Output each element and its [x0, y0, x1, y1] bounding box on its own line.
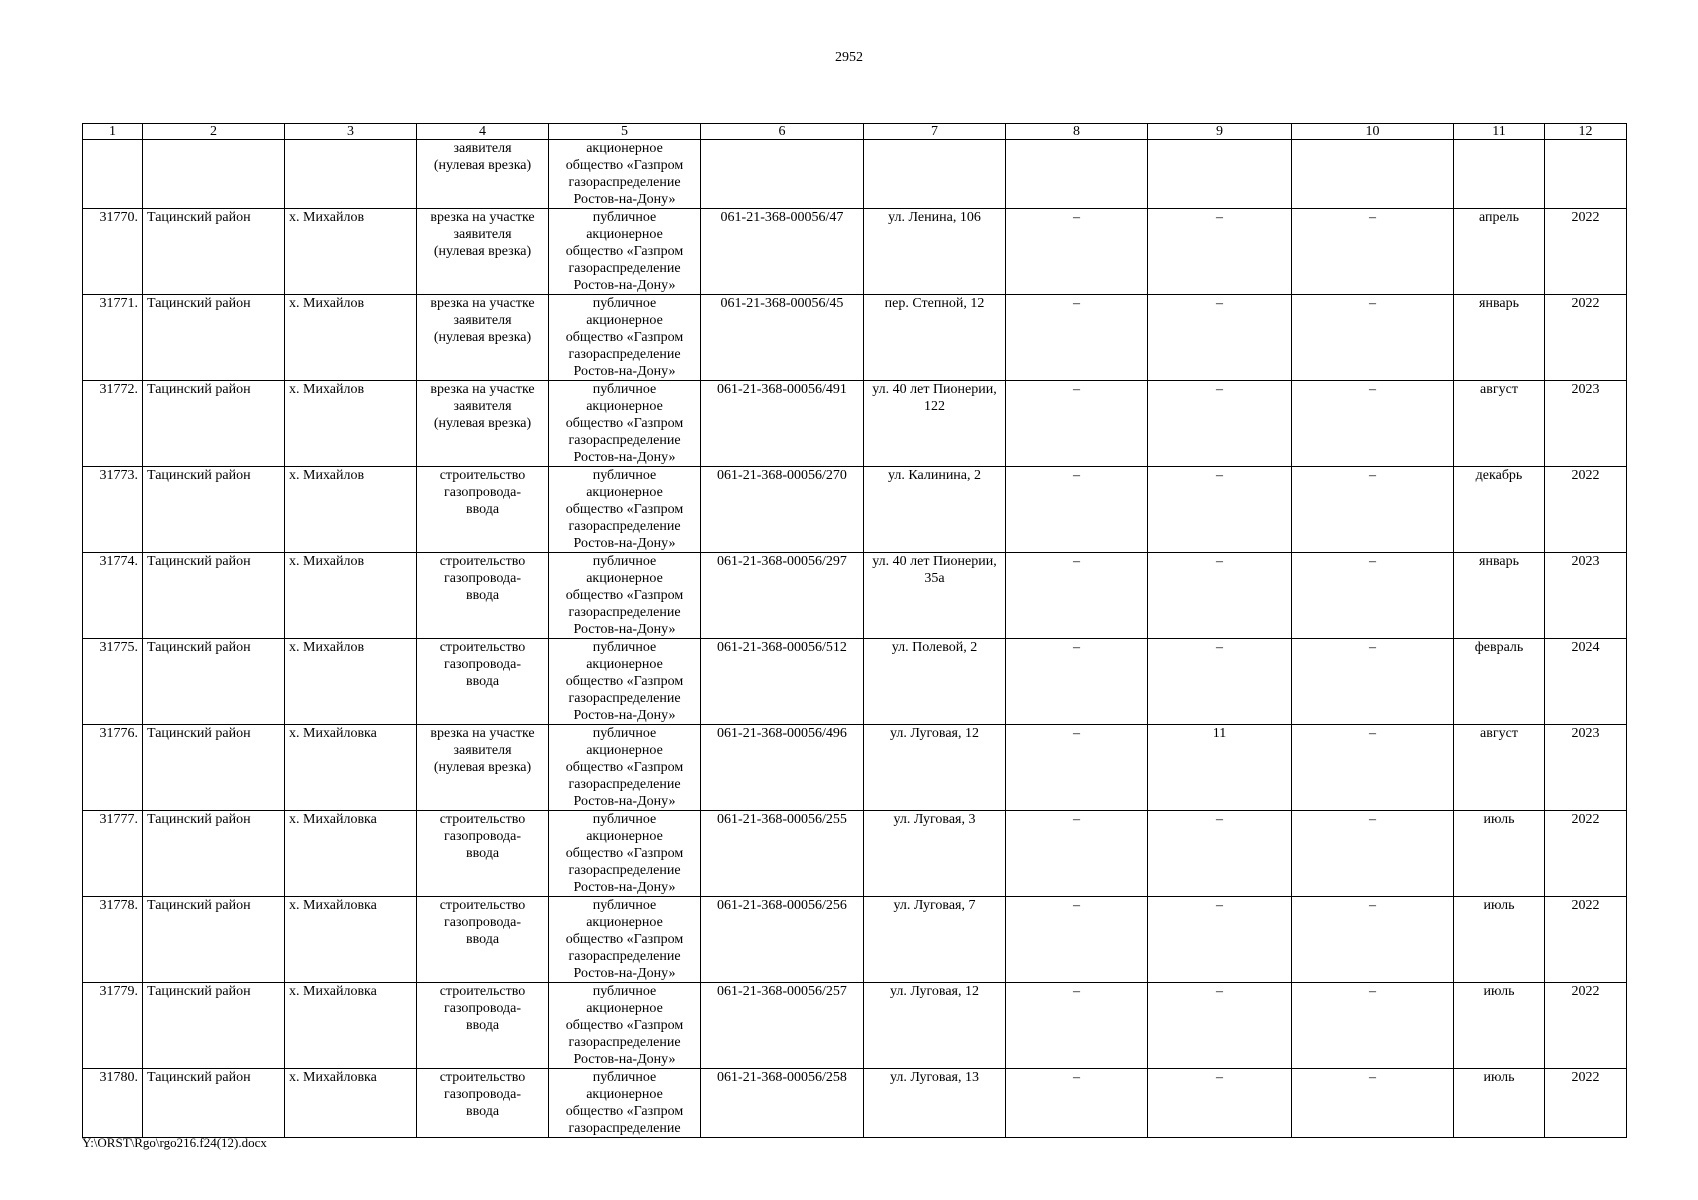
cell-work-type: строительство газопровода- ввода [417, 811, 549, 897]
column-number: 1 [83, 124, 143, 140]
cell-address: ул. Луговая, 3 [864, 811, 1006, 897]
cell-col-8: – [1006, 725, 1148, 811]
cell-district: Тацинский район [143, 983, 285, 1069]
cell-object-code: 061-21-368-00056/255 [701, 811, 864, 897]
cell-year: 2022 [1545, 811, 1627, 897]
table-row [83, 811, 1627, 897]
cell-year: 2023 [1545, 381, 1627, 467]
footer-file-path: Y:\ORST\Rgo\rgo216.f24(12).docx [82, 1135, 267, 1150]
cell-work-type: строительство газопровода- ввода [417, 553, 549, 639]
cell-month: январь [1454, 295, 1545, 381]
column-number: 7 [864, 124, 1006, 140]
cell-organization: публичное акционерное общество «Газпром газораспределение Ростов-на-Дону» [549, 381, 701, 467]
cell-empty [1148, 140, 1292, 209]
cell-organization: акционерное общество «Газпром газораспределение Ростов-на-Дону» [549, 140, 701, 209]
cell-district: Тацинский район [143, 381, 285, 467]
cell-organization: публичное акционерное общество «Газпром газораспределение Ростов-на-Дону» [549, 209, 701, 295]
continuation-row [83, 140, 1627, 209]
cell-month: июль [1454, 897, 1545, 983]
cell-year: 2022 [1545, 295, 1627, 381]
cell-empty [143, 140, 285, 209]
cell-col-9: – [1148, 209, 1292, 295]
cell-row-number: 31771. [83, 295, 143, 381]
cell-row-number: 31778. [83, 897, 143, 983]
cell-object-code: 061-21-368-00056/270 [701, 467, 864, 553]
cell-col-8: – [1006, 1069, 1148, 1138]
cell-district: Тацинский район [143, 209, 285, 295]
cell-work-type: заявителя (нулевая врезка) [417, 140, 549, 209]
table-row [83, 467, 1627, 553]
cell-address: ул. Ленина, 106 [864, 209, 1006, 295]
cell-col-10: – [1292, 639, 1454, 725]
cell-year: 2022 [1545, 983, 1627, 1069]
cell-address: ул. Луговая, 13 [864, 1069, 1006, 1138]
cell-work-type: строительство газопровода- ввода [417, 1069, 549, 1138]
cell-locality: х. Михайлов [285, 467, 417, 553]
cell-col-8: – [1006, 639, 1148, 725]
cell-month: январь [1454, 553, 1545, 639]
cell-work-type: врезка на участке заявителя (нулевая врезка) [417, 295, 549, 381]
cell-col-10: – [1292, 1069, 1454, 1138]
cell-year: 2024 [1545, 639, 1627, 725]
cell-col-8: – [1006, 209, 1148, 295]
cell-col-8: – [1006, 811, 1148, 897]
cell-row-number: 31776. [83, 725, 143, 811]
cell-year: 2023 [1545, 553, 1627, 639]
cell-district: Тацинский район [143, 811, 285, 897]
cell-month: август [1454, 725, 1545, 811]
cell-locality: х. Михайлов [285, 553, 417, 639]
cell-address: ул. 40 лет Пионерии, 35а [864, 553, 1006, 639]
cell-year: 2022 [1545, 897, 1627, 983]
cell-district: Тацинский район [143, 295, 285, 381]
table-row [83, 209, 1627, 295]
cell-month: декабрь [1454, 467, 1545, 553]
cell-col-9: – [1148, 381, 1292, 467]
cell-locality: х. Михайловка [285, 983, 417, 1069]
cell-work-type: строительство газопровода- ввода [417, 983, 549, 1069]
cell-row-number: 31777. [83, 811, 143, 897]
cell-month: февраль [1454, 639, 1545, 725]
cell-organization: публичное акционерное общество «Газпром газораспределение Ростов-на-Дону» [549, 467, 701, 553]
cell-year: 2023 [1545, 725, 1627, 811]
cell-organization: публичное акционерное общество «Газпром газораспределение Ростов-на-Дону» [549, 725, 701, 811]
table-row [83, 553, 1627, 639]
cell-col-9: – [1148, 897, 1292, 983]
cell-object-code: 061-21-368-00056/256 [701, 897, 864, 983]
cell-locality: х. Михайлов [285, 639, 417, 725]
cell-locality: х. Михайловка [285, 897, 417, 983]
cell-empty [701, 140, 864, 209]
cell-col-10: – [1292, 725, 1454, 811]
cell-col-8: – [1006, 381, 1148, 467]
cell-empty [83, 140, 143, 209]
cell-year: 2022 [1545, 467, 1627, 553]
cell-locality: х. Михайловка [285, 725, 417, 811]
cell-object-code: 061-21-368-00056/47 [701, 209, 864, 295]
cell-month: июль [1454, 983, 1545, 1069]
cell-col-9: – [1148, 811, 1292, 897]
cell-work-type: строительство газопровода- ввода [417, 639, 549, 725]
cell-col-10: – [1292, 983, 1454, 1069]
column-number-row [83, 124, 1627, 140]
table-row [83, 983, 1627, 1069]
column-number: 6 [701, 124, 864, 140]
column-number: 11 [1454, 124, 1545, 140]
cell-row-number: 31775. [83, 639, 143, 725]
cell-object-code: 061-21-368-00056/258 [701, 1069, 864, 1138]
cell-empty [864, 140, 1006, 209]
cell-col-10: – [1292, 381, 1454, 467]
cell-organization: публичное акционерное общество «Газпром газораспределение [549, 1069, 701, 1138]
cell-address: ул. Луговая, 7 [864, 897, 1006, 983]
cell-year: 2022 [1545, 209, 1627, 295]
cell-organization: публичное акционерное общество «Газпром газораспределение Ростов-на-Дону» [549, 553, 701, 639]
page-number: 2952 [835, 50, 863, 65]
cell-empty [1292, 140, 1454, 209]
cell-row-number: 31774. [83, 553, 143, 639]
column-number: 10 [1292, 124, 1454, 140]
cell-address: пер. Степной, 12 [864, 295, 1006, 381]
table-row [83, 897, 1627, 983]
cell-object-code: 061-21-368-00056/257 [701, 983, 864, 1069]
cell-row-number: 31780. [83, 1069, 143, 1138]
cell-work-type: врезка на участке заявителя (нулевая врезка) [417, 209, 549, 295]
register-table [82, 123, 1627, 1138]
cell-district: Тацинский район [143, 725, 285, 811]
cell-locality: х. Михайлов [285, 381, 417, 467]
column-number: 3 [285, 124, 417, 140]
cell-address: ул. Калинина, 2 [864, 467, 1006, 553]
cell-col-9: 11 [1148, 725, 1292, 811]
cell-col-8: – [1006, 295, 1148, 381]
cell-row-number: 31773. [83, 467, 143, 553]
cell-locality: х. Михайлов [285, 295, 417, 381]
cell-organization: публичное акционерное общество «Газпром газораспределение Ростов-на-Дону» [549, 983, 701, 1069]
cell-organization: публичное акционерное общество «Газпром газораспределение Ростов-на-Дону» [549, 897, 701, 983]
cell-col-9: – [1148, 467, 1292, 553]
cell-work-type: строительство газопровода- ввода [417, 467, 549, 553]
cell-col-10: – [1292, 897, 1454, 983]
table-row [83, 725, 1627, 811]
cell-district: Тацинский район [143, 553, 285, 639]
cell-col-8: – [1006, 983, 1148, 1069]
column-number: 5 [549, 124, 701, 140]
table-row [83, 295, 1627, 381]
cell-empty [1006, 140, 1148, 209]
cell-col-8: – [1006, 897, 1148, 983]
cell-district: Тацинский район [143, 639, 285, 725]
cell-object-code: 061-21-368-00056/491 [701, 381, 864, 467]
column-number: 9 [1148, 124, 1292, 140]
cell-col-9: – [1148, 983, 1292, 1069]
cell-work-type: строительство газопровода- ввода [417, 897, 549, 983]
cell-address: ул. 40 лет Пионерии, 122 [864, 381, 1006, 467]
cell-object-code: 061-21-368-00056/45 [701, 295, 864, 381]
cell-month: июль [1454, 811, 1545, 897]
cell-row-number: 31772. [83, 381, 143, 467]
table-row [83, 639, 1627, 725]
cell-month: апрель [1454, 209, 1545, 295]
column-number: 2 [143, 124, 285, 140]
cell-object-code: 061-21-368-00056/512 [701, 639, 864, 725]
cell-object-code: 061-21-368-00056/297 [701, 553, 864, 639]
cell-district: Тацинский район [143, 467, 285, 553]
cell-month: июль [1454, 1069, 1545, 1138]
cell-col-9: – [1148, 553, 1292, 639]
cell-empty [1454, 140, 1545, 209]
cell-empty [1545, 140, 1627, 209]
cell-organization: публичное акционерное общество «Газпром газораспределение Ростов-на-Дону» [549, 811, 701, 897]
cell-address: ул. Луговая, 12 [864, 725, 1006, 811]
cell-col-10: – [1292, 811, 1454, 897]
column-number: 4 [417, 124, 549, 140]
cell-work-type: врезка на участке заявителя (нулевая врезка) [417, 725, 549, 811]
cell-col-10: – [1292, 295, 1454, 381]
cell-district: Тацинский район [143, 1069, 285, 1138]
cell-row-number: 31770. [83, 209, 143, 295]
column-number: 12 [1545, 124, 1627, 140]
cell-col-8: – [1006, 553, 1148, 639]
cell-address: ул. Луговая, 12 [864, 983, 1006, 1069]
cell-locality: х. Михайловка [285, 1069, 417, 1138]
cell-col-9: – [1148, 639, 1292, 725]
column-number: 8 [1006, 124, 1148, 140]
cell-organization: публичное акционерное общество «Газпром газораспределение Ростов-на-Дону» [549, 295, 701, 381]
cell-object-code: 061-21-368-00056/496 [701, 725, 864, 811]
cell-work-type: врезка на участке заявителя (нулевая врезка) [417, 381, 549, 467]
cell-year: 2022 [1545, 1069, 1627, 1138]
cell-col-9: – [1148, 1069, 1292, 1138]
table-row [83, 381, 1627, 467]
cell-row-number: 31779. [83, 983, 143, 1069]
cell-address: ул. Полевой, 2 [864, 639, 1006, 725]
cell-locality: х. Михайловка [285, 811, 417, 897]
cell-organization: публичное акционерное общество «Газпром газораспределение Ростов-на-Дону» [549, 639, 701, 725]
table-row [83, 1069, 1627, 1138]
cell-district: Тацинский район [143, 897, 285, 983]
cell-col-8: – [1006, 467, 1148, 553]
cell-col-10: – [1292, 467, 1454, 553]
cell-col-10: – [1292, 209, 1454, 295]
cell-col-9: – [1148, 295, 1292, 381]
cell-empty [285, 140, 417, 209]
cell-month: август [1454, 381, 1545, 467]
cell-locality: х. Михайлов [285, 209, 417, 295]
cell-col-10: – [1292, 553, 1454, 639]
